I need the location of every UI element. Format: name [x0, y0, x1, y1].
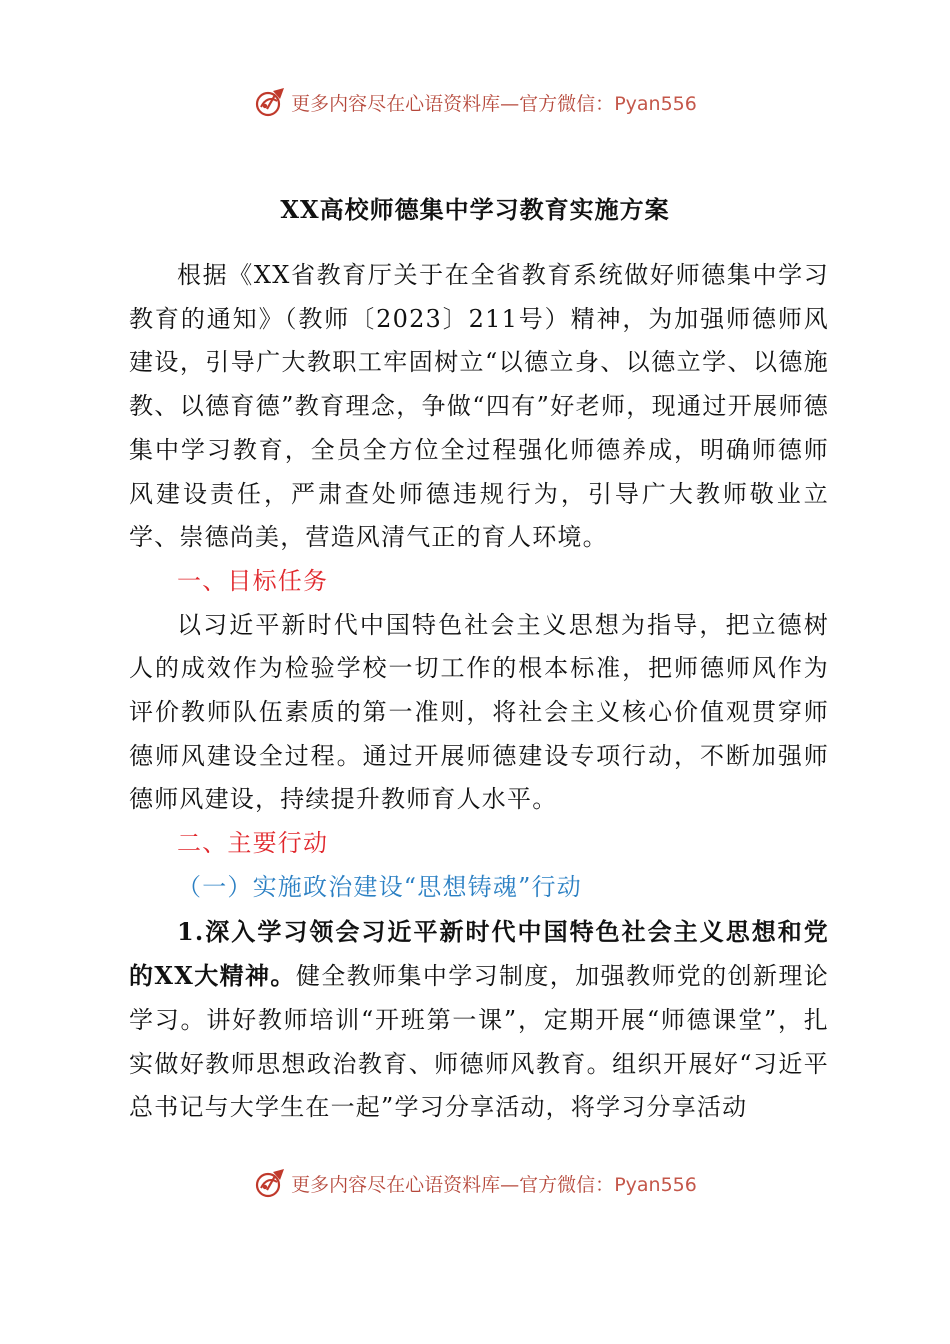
banner-separator: —	[500, 1173, 520, 1196]
banner-official-label: 官方微信：	[519, 92, 615, 115]
document-title: XX高校师德集中学习教育实施方案	[280, 195, 670, 224]
banner-text	[291, 89, 697, 116]
pen-logo-icon	[253, 1166, 287, 1200]
banner-account: Pyan556	[614, 92, 697, 115]
footer-banner	[0, 1161, 950, 1205]
banner-text	[291, 1170, 697, 1197]
section-heading-goals: 一、目标任务	[177, 566, 329, 595]
banner-slogan: 更多内容尽在心语资料库	[291, 1173, 501, 1196]
pen-logo-icon	[253, 85, 287, 119]
banner-slogan: 更多内容尽在心语资料库	[291, 92, 501, 115]
document-body	[129, 254, 829, 1130]
banner-separator: —	[500, 92, 520, 115]
banner-official-label: 官方微信：	[519, 1173, 615, 1196]
banner-account: Pyan556	[614, 1173, 697, 1196]
header-banner	[0, 80, 950, 124]
goals-paragraph: 以习近平新时代中国特色社会主义思想为指导，把立德树人的成效作为检验学校一切工作的根本标准，把师德师风作为评价教师队伍素质的第一准则，将社会主义核心价值观贯穿师德师风建设全过程。通过开展师德建设专项行动，不断加强师德师风建设，持续提升教师育人水平。	[129, 610, 829, 814]
intro-paragraph: 根据《XX省教育厅关于在全省教育系统做好师德集中学习教育的通知》（教师〔2023〕211号）精神，为加强师德师风建设，引导广大教职工牢固树立“以德立身、以德立学、以德施教、以德育德”教育理念，争做“四有”好老师，现通过开展师德集中学习教育，全员全方位全过程强化师德养成，明确师德师风建设责任，严肃查处师德违规行为，引导广大教师敬业立学、崇德尚美，营造风清气正的育人环境。	[129, 261, 829, 552]
item-1-lead: 1.深入学习领会习近平新时代中国特色社会主义思想和党的XX大精神。	[129, 916, 829, 991]
section-heading-actions: 二、主要行动	[177, 829, 329, 858]
item-1-paragraph	[129, 910, 829, 1131]
item-1-text: 健全教师集中学习制度，加强教师党的创新理论学习。讲好教师培训“开班第一课”，定期开展“师德课堂”，扎实做好教师思想政治教育、师德师风教育。组织开展好“习近平总书记与大学生在一起”学习分享活动，将学习分享活动	[129, 962, 829, 1122]
subsection-heading-political: （一）实施政治建设“思想铸魂”行动	[177, 872, 582, 901]
